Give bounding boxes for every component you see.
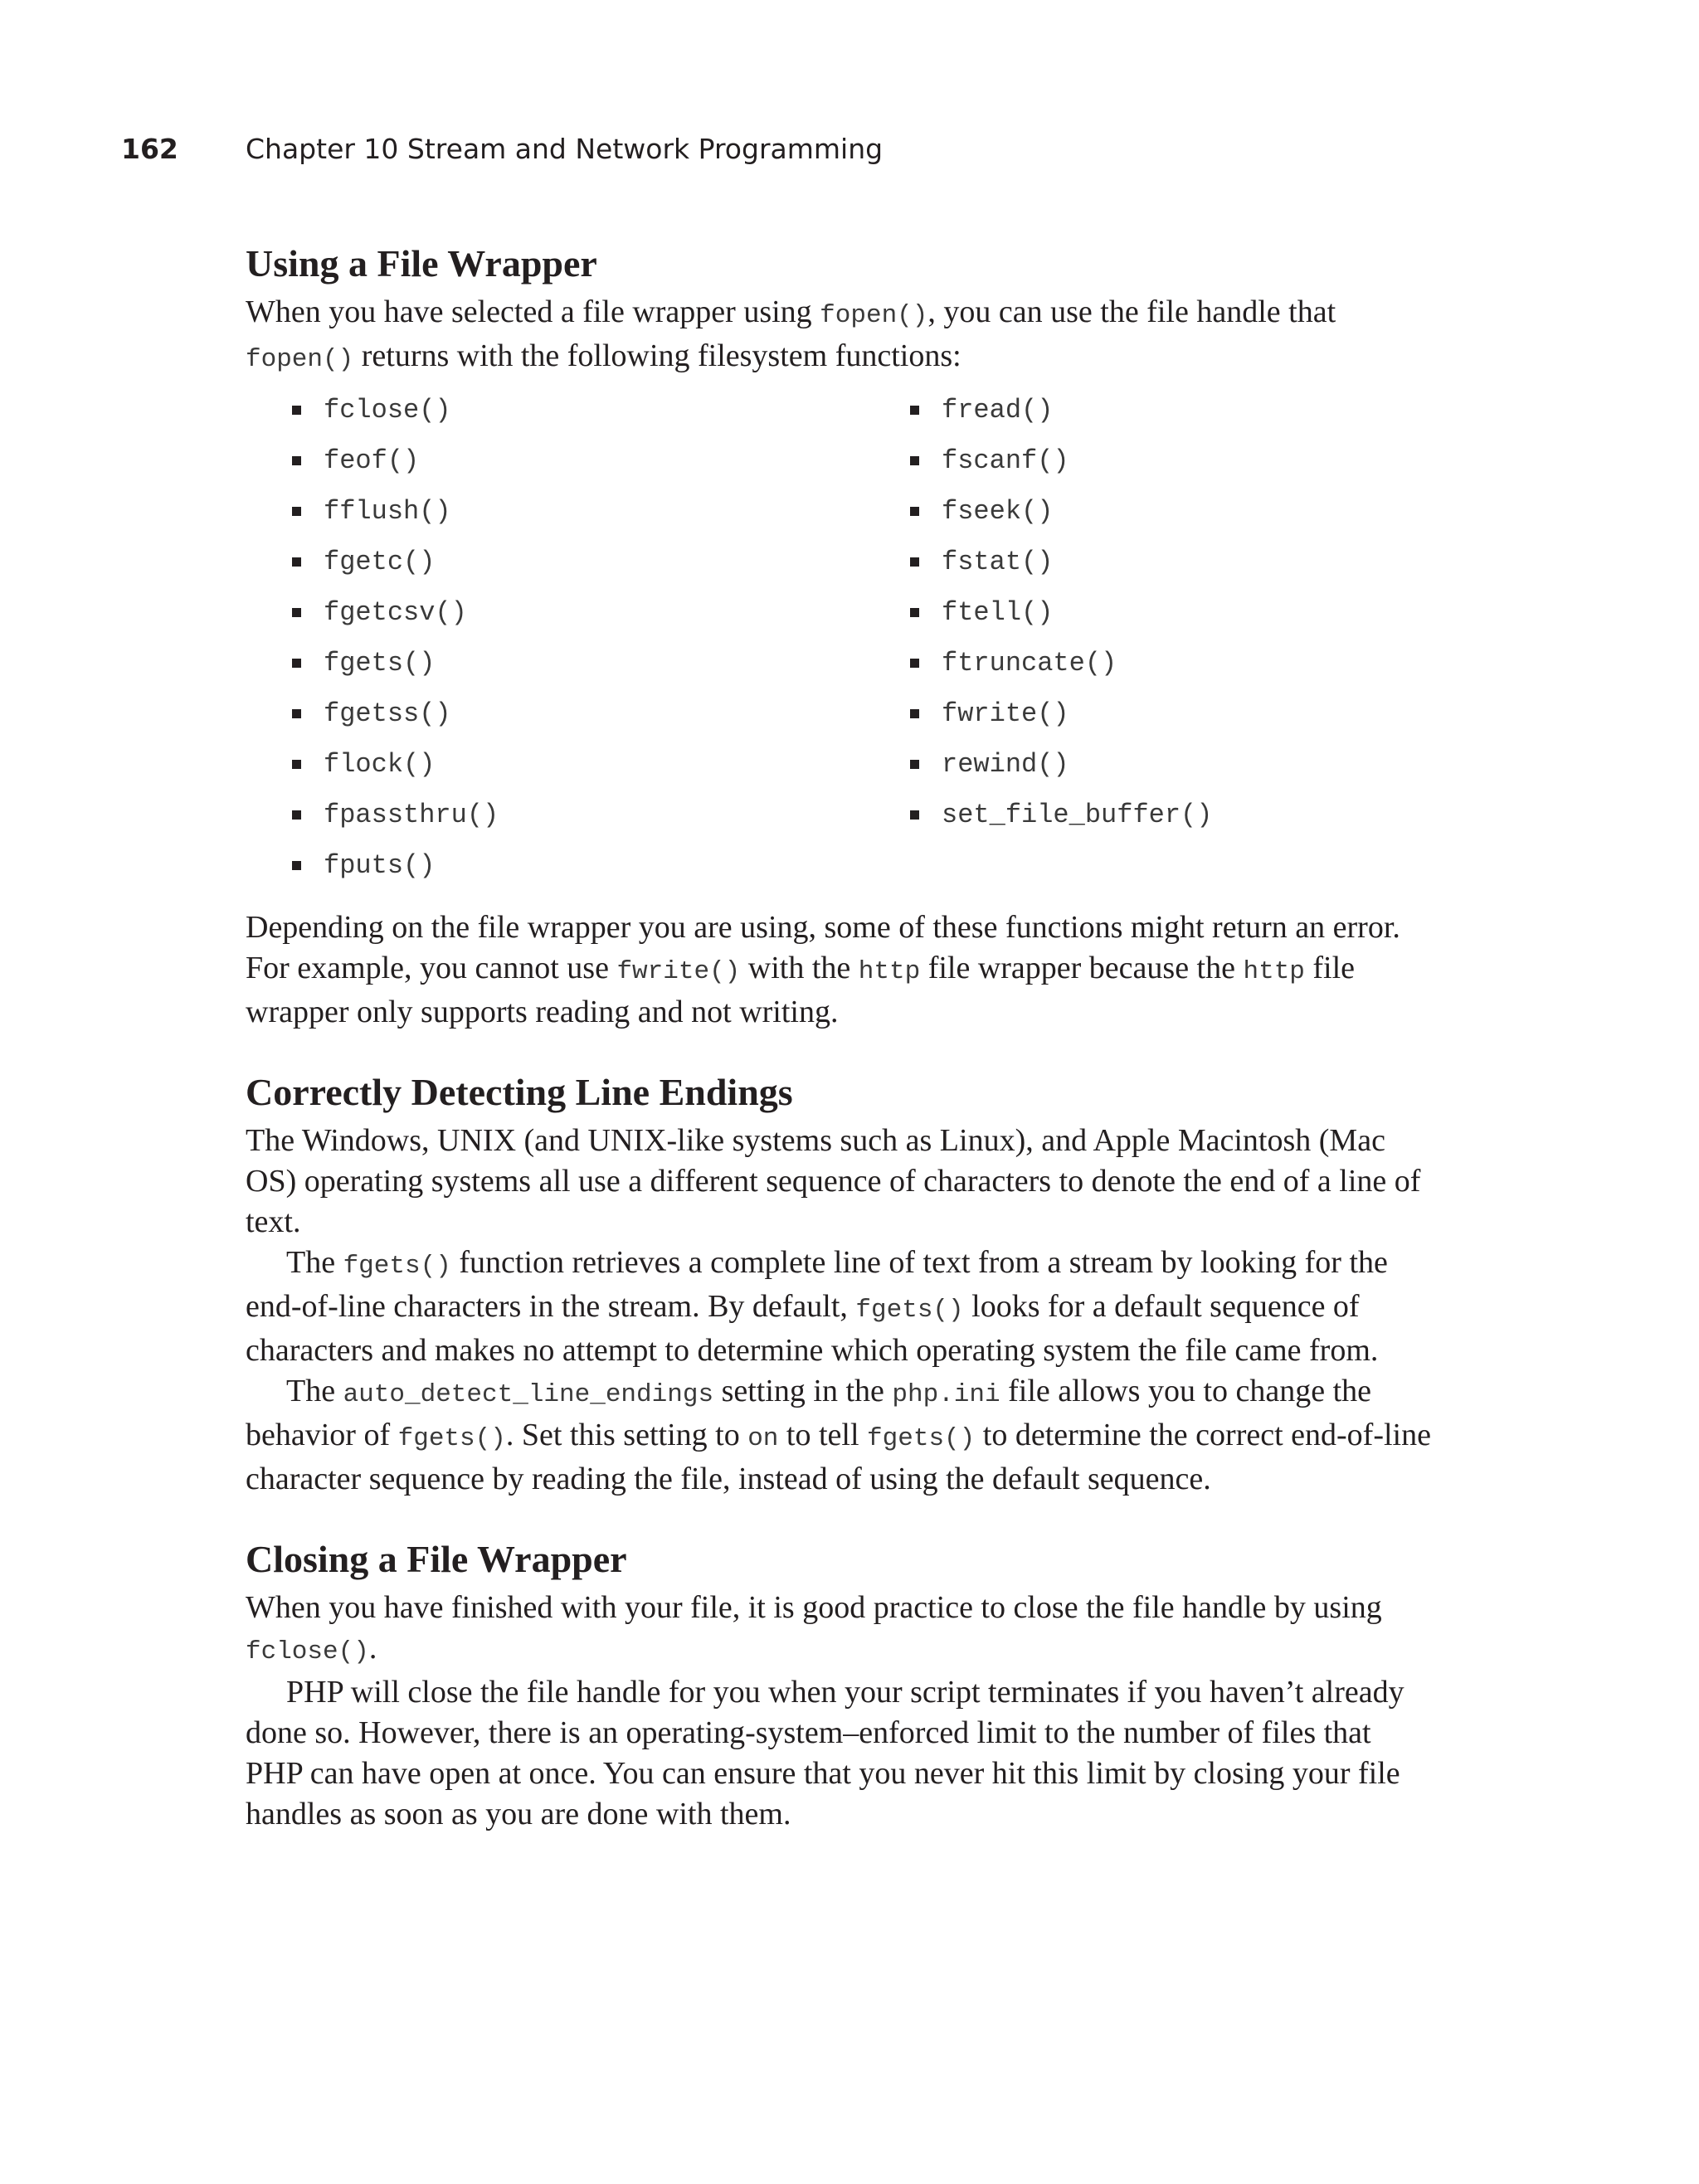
code-fopen: fopen() [246, 345, 354, 374]
code-fopen: fopen() [820, 301, 928, 330]
text-run: , you can use the file handle that [927, 294, 1336, 329]
list-item [910, 790, 1408, 840]
text-run: with the [740, 951, 859, 985]
page-content [246, 241, 1432, 1835]
section-spacer [246, 1500, 1432, 1536]
bullet-icon [292, 608, 301, 617]
bullet-icon [910, 456, 919, 465]
list-item [910, 486, 1408, 537]
function-name: fgetc() [324, 547, 436, 577]
list-item [910, 537, 1408, 587]
text-run: When you have finished with your file, it is good practice to close the file handle by using [246, 1590, 1382, 1625]
list-item [292, 739, 910, 790]
function-name: fgetcsv() [324, 597, 467, 628]
line-endings-paragraph-1: The Windows, UNIX (and UNIX-like systems such as Linux), and Apple Macintosh (Mac OS) operating systems all use a different sequence of characters to denote the end of a line of text. [246, 1123, 1421, 1239]
list-item [292, 688, 910, 739]
closing-paragraph-1 [246, 1588, 1432, 1672]
code-http: http [1243, 957, 1305, 986]
code-fgets: fgets() [397, 1424, 506, 1453]
code-fgets: fgets() [867, 1424, 976, 1453]
function-name: fread() [942, 395, 1054, 426]
bullet-icon [292, 507, 301, 516]
function-name: rewind() [942, 749, 1069, 780]
list-item [292, 385, 910, 435]
function-name: ftruncate() [942, 648, 1117, 679]
bullet-icon [910, 406, 919, 415]
line-endings-paragraph-2 [246, 1243, 1432, 1371]
bullet-icon [910, 557, 919, 567]
chapter-title: Chapter 10 Stream and Network Programming [246, 133, 884, 165]
bullet-icon [292, 760, 301, 769]
bullet-icon [292, 810, 301, 820]
bullet-icon [910, 659, 919, 668]
text-run: When you have selected a file wrapper using [246, 294, 820, 329]
intro-paragraph [246, 292, 1432, 380]
bullet-icon [292, 406, 301, 415]
function-name: fscanf() [942, 445, 1069, 476]
list-item [910, 385, 1408, 435]
bullet-icon [292, 861, 301, 870]
text-run: Depending on the file wrapper you are using, some of these functions might return an error. For example, you cannot use [246, 910, 1400, 985]
bullet-icon [292, 659, 301, 668]
section-heading-closing-file-wrapper: Closing a File Wrapper [246, 1538, 627, 1580]
text-run: function retrieves a complete line of text from a stream by looking for the end-of-line characters in the stream. By default, [246, 1245, 1388, 1324]
bullet-icon [910, 608, 919, 617]
list-item [292, 587, 910, 638]
function-list-right [910, 385, 1408, 891]
wrapper-errors-paragraph [246, 907, 1432, 1033]
bullet-icon [292, 557, 301, 567]
bullet-icon [910, 709, 919, 718]
text-run: file allows you to change the behavior of [246, 1374, 1372, 1452]
bullet-icon [292, 456, 301, 465]
list-item [292, 537, 910, 587]
function-name: flock() [324, 749, 436, 780]
list-item [910, 688, 1408, 739]
text-run: setting in the [713, 1374, 893, 1408]
code-http: http [858, 957, 921, 986]
function-name: fpassthru() [324, 800, 499, 830]
list-item [910, 435, 1408, 486]
text-run: The [286, 1245, 343, 1280]
function-name: fflush() [324, 496, 451, 527]
text-run: looks for a default sequence of characters and makes no attempt to determine which operating system the file came from. [246, 1289, 1379, 1368]
code-setting-name: auto_detect_line_endings [343, 1380, 714, 1409]
running-head [121, 133, 1531, 174]
line-endings-paragraph-3 [246, 1371, 1432, 1500]
list-item [292, 435, 910, 486]
function-name: set_file_buffer() [942, 800, 1213, 830]
text-run: The [286, 1374, 343, 1408]
function-list [246, 385, 1432, 891]
text-run: . [368, 1631, 377, 1666]
bullet-icon [910, 760, 919, 769]
function-name: fgets() [324, 648, 436, 679]
list-item [292, 486, 910, 537]
function-list-left [292, 385, 910, 891]
section-spacer [246, 1033, 1432, 1069]
bullet-icon [292, 709, 301, 718]
function-name: fgetss() [324, 698, 451, 729]
function-name: fclose() [324, 395, 451, 426]
section-heading-line-endings: Correctly Detecting Line Endings [246, 1071, 793, 1113]
function-name: fstat() [942, 547, 1054, 577]
list-item [910, 739, 1408, 790]
code-fclose: fclose() [246, 1637, 369, 1666]
list-item [292, 840, 910, 891]
function-name: feof() [324, 445, 420, 476]
text-run: to determine the correct end-of-line character sequence by reading the file, instead of using the default sequence. [246, 1418, 1431, 1496]
list-item [910, 587, 1408, 638]
text-run: file wrapper only supports reading and not writing. [246, 951, 1356, 1029]
code-fgets: fgets() [343, 1252, 451, 1281]
section-heading-using-file-wrapper: Using a File Wrapper [246, 242, 597, 285]
list-item [910, 638, 1408, 688]
text-run: to tell [778, 1418, 868, 1452]
bullet-icon [910, 810, 919, 820]
page-number: 162 [121, 133, 178, 165]
closing-paragraph-2: PHP will close the file handle for you when your script terminates if you haven’t already done so. However, there is an operating-system–enforced limit to the number of files that PHP can have open at once. You can ensure that you never hit this limit by closing your file handles as soon as you are done with them. [246, 1675, 1404, 1831]
text-run: returns with the following filesystem functions: [353, 338, 961, 373]
text-run: file wrapper because the [920, 951, 1244, 985]
list-item [292, 638, 910, 688]
function-name: fputs() [324, 850, 436, 881]
function-name: ftell() [942, 597, 1054, 628]
text-run: . Set this setting to [505, 1418, 748, 1452]
function-name: fseek() [942, 496, 1054, 527]
code-fgets: fgets() [855, 1296, 964, 1325]
code-on: on [747, 1424, 779, 1453]
code-fwrite: fwrite() [616, 957, 741, 986]
code-php-ini: php.ini [892, 1380, 1000, 1409]
list-item [292, 790, 910, 840]
bullet-icon [910, 507, 919, 516]
function-name: fwrite() [942, 698, 1069, 729]
